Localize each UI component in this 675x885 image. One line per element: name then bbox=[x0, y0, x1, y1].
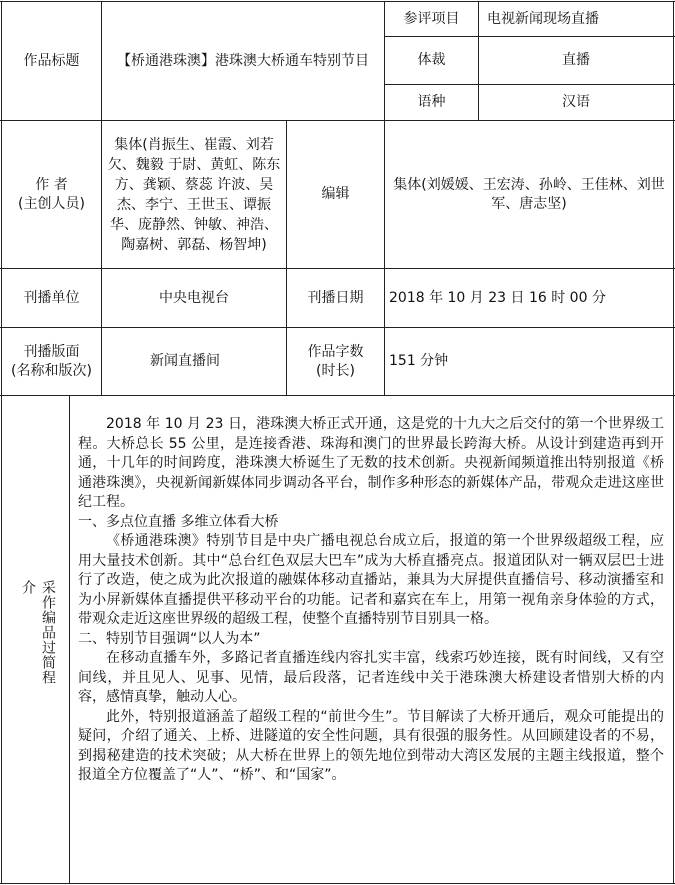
title-value: 【桥通港珠澳】港珠澳大桥通车特别节目 bbox=[117, 52, 369, 69]
length-sublabel: (时长) bbox=[316, 362, 355, 379]
intro-paragraph: 2018 年 10 月 23 日，港珠澳大桥正式开通，这是党的十九大之后交付的第一个世界级工程。大桥总长 55 公里，是连接香港、珠海和澳门的世界最长跨海大桥。从设计到建造再到开通，十几年的时间跨度，港珠澳大桥诞生了无数的技术创新。央视新闻频道推出特别报道《桥通港珠澳》，央视新闻新媒体同步调动各平台，制作多种形态的新媒体产品，带观众走进这座世纪工程。 bbox=[78, 416, 664, 510]
intro-label-text: 采作编品过简程介 bbox=[20, 580, 56, 685]
column-label: 刊播版面 bbox=[23, 343, 80, 360]
table-border-right bbox=[673, 1, 674, 884]
language-label: 语种 bbox=[417, 94, 446, 110]
genre-label: 体裁 bbox=[417, 52, 446, 68]
intro-paragraph: 《桥通港珠澳》特别节目是中央广播电视总台成立后，报道的第一个世界级超级工程，应用大量技术创新。其中“总台红色双层大巴车”成为大桥直播亮点。报道团队对一辆双层巴士进行了改造，使之成为此次报道的融媒体移动直播站，兼具为大屏提供直播信号、移动演播室和为小屏新媒体直播提供平移动平台的功能。记者和嘉宾在车上，用第一视角亲身体验的方式，带观众走近这座世界级的超级工程，使整个直播特别节目别具一格。 bbox=[78, 533, 664, 627]
review-item-label: 参评项目 bbox=[403, 10, 460, 27]
length-label: 作品字数 bbox=[307, 343, 364, 360]
column-label-cell bbox=[2, 328, 101, 395]
title-label: 作品标题 bbox=[23, 52, 80, 69]
author-label-cell bbox=[2, 121, 101, 268]
unit-label: 刊播单位 bbox=[23, 289, 80, 306]
author-label: 作 者 bbox=[35, 176, 68, 193]
unit-value: 中央电视台 bbox=[159, 289, 229, 306]
column-sublabel: (名称和版次) bbox=[11, 362, 92, 379]
length-value: 151 分钟 bbox=[389, 353, 449, 369]
author-sublabel: (主创人员) bbox=[18, 195, 85, 212]
intro-label bbox=[14, 580, 62, 690]
editor-label: 编辑 bbox=[321, 186, 350, 202]
intro-paragraph: 此外，特别报道涵盖了超级工程的“前世今生”。节目解读了大桥开通后，观众可能提出的疑问，介绍了通关、上桥、进隧道的安全性问题，具有很强的服务性。从回顾建设者的不易，到揭秘建造的技术突破；从大桥在世界上的领先地位到带动大湾区发展的主题主线报道，整个报道全方位覆盖了“人”、“桥”、和“国家”。 bbox=[78, 708, 664, 783]
editor-value: 集体(刘媛媛、王宏涛、孙岭、王佳林、刘世军、唐志坚) bbox=[393, 176, 665, 212]
review-item-value: 电视新闻现场直播 bbox=[487, 10, 599, 27]
date-value: 2018 年 10 月 23 日 16 时 00 分 bbox=[389, 289, 606, 306]
intro-heading-1: 一、多点位直播 多维立体看大桥 bbox=[78, 513, 279, 530]
length-label-cell bbox=[287, 328, 384, 395]
column-value: 新闻直播间 bbox=[150, 353, 220, 369]
author-value: 集体(肖振生、崔霞、刘若欠、魏毅 于尉、黄虹、陈东方、龚颖、蔡蕊 许波、吴杰、李宁、王世玉、谭振华、庞静然、钟敏、神浩、陶嘉树、郭磊、杨智坤) bbox=[107, 136, 281, 253]
date-label: 刊播日期 bbox=[307, 289, 364, 306]
language-value: 汉语 bbox=[562, 94, 590, 110]
intro-paragraph: 在移动直播车外，多路记者直播连线内容扎实丰富，线索巧妙连接，既有时间线，又有空间线，并且见人、见事、见情，最后段落，记者连线中关于港珠澳大桥建设者惜别大桥的内容，感情真挚，触动人心。 bbox=[78, 650, 664, 705]
genre-value: 直播 bbox=[562, 52, 590, 68]
intro-heading-2: 二、特别节目强调“以人为本” bbox=[78, 630, 261, 647]
table-border-bottom bbox=[0, 883, 675, 884]
column-divider bbox=[69, 395, 70, 883]
intro-body bbox=[78, 415, 664, 786]
